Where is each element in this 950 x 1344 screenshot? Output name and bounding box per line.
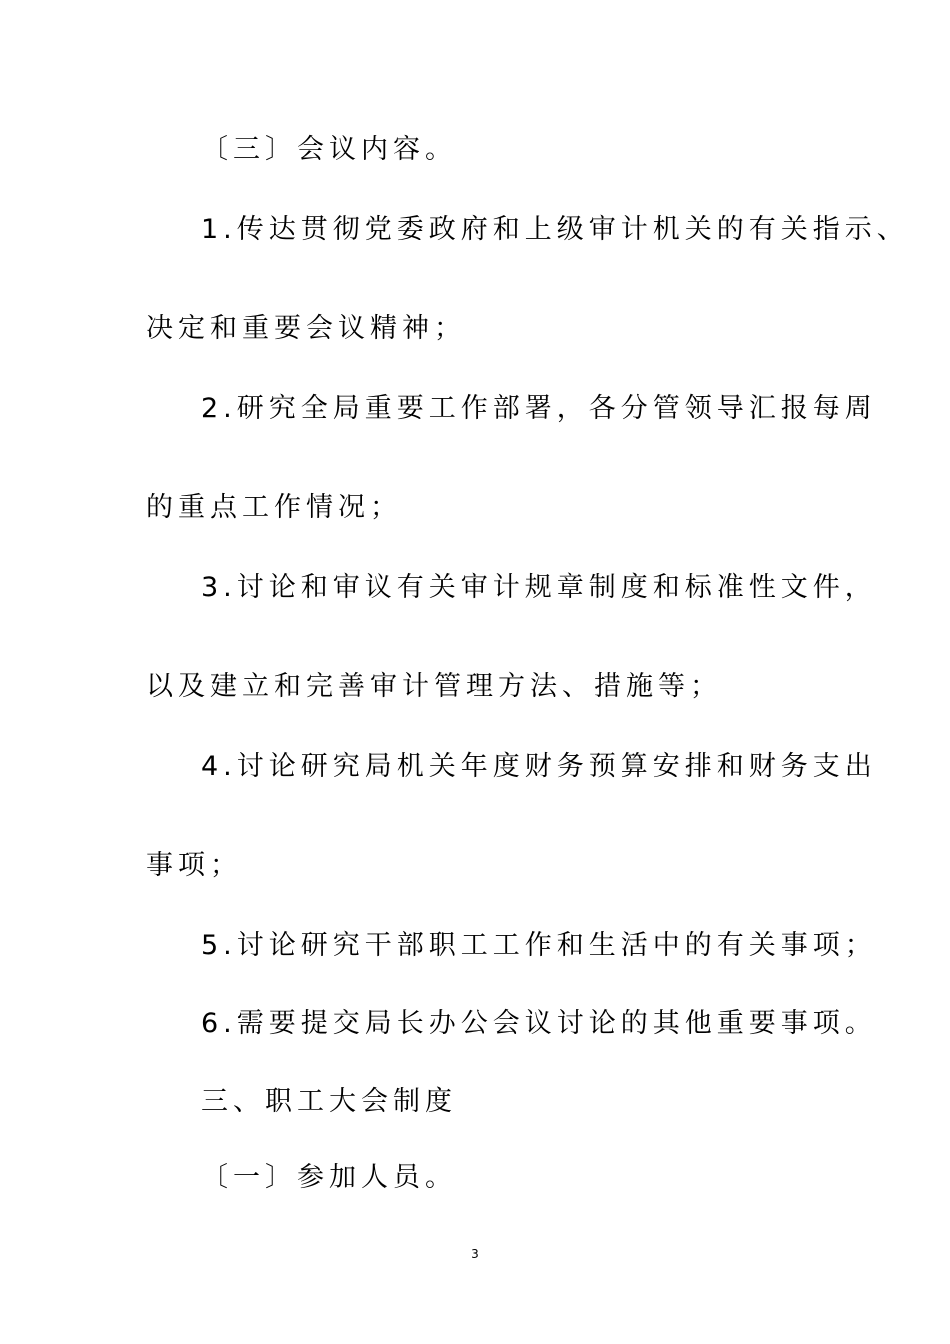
section-heading-staff-meeting-system: 三、职工大会制度 bbox=[201, 1086, 457, 1117]
page-number: 3 bbox=[471, 1247, 479, 1261]
list-item-6: 6.需要提交局长办公会议讨论的其他重要事项。 bbox=[201, 1008, 877, 1039]
list-item-3-line-1: 3.讨论和审议有关审计规章制度和标准性文件， bbox=[201, 572, 877, 603]
list-item-1-line-1: 1.传达贯彻党委政府和上级审计机关的有关指示、 bbox=[201, 214, 909, 245]
list-item-1-line-2: 决定和重要会议精神； bbox=[146, 313, 466, 344]
list-item-2-line-2: 的重点工作情况； bbox=[146, 492, 402, 523]
list-item-3-line-2: 以及建立和完善审计管理方法、措施等； bbox=[146, 671, 722, 702]
list-item-5: 5.讨论研究干部职工工作和生活中的有关事项； bbox=[201, 930, 877, 961]
section-heading-meeting-content: 〔三〕会议内容。 bbox=[201, 134, 457, 165]
list-item-4-line-2: 事项； bbox=[146, 850, 242, 881]
list-item-4-line-1: 4.讨论研究局机关年度财务预算安排和财务支出 bbox=[201, 751, 877, 782]
subsection-heading-participants: 〔一〕参加人员。 bbox=[201, 1162, 457, 1193]
list-item-2-line-1: 2.研究全局重要工作部署，各分管领导汇报每周 bbox=[201, 393, 877, 424]
